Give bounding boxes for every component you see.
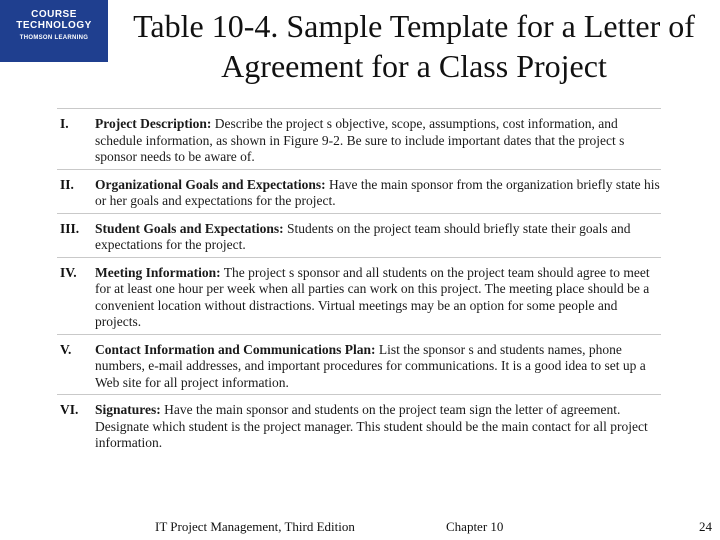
table-row xyxy=(57,169,661,213)
section-heading: Meeting Information: xyxy=(95,264,221,280)
footer-chapter: Chapter 10 xyxy=(446,519,504,534)
section-number: II. xyxy=(60,176,74,192)
section-text: Have the main sponsor from the organization briefly state his or her goals and expectations for the project. xyxy=(95,176,660,208)
footer-book-title: IT Project Management, Third Edition xyxy=(155,519,355,534)
logo-line-2: THOMSON LEARNING xyxy=(19,35,89,41)
table-row xyxy=(57,257,661,334)
table-row xyxy=(57,108,661,169)
section-body xyxy=(95,221,661,254)
table-row xyxy=(57,334,661,395)
section-text: Have the main sponsor and students on the project team sign the letter of agreement. Designate which student is the project manager. This student should be the main contact for all project information. xyxy=(95,402,648,450)
section-body xyxy=(95,402,661,452)
logo-line-1: COURSE TECHNOLOGY xyxy=(16,9,92,31)
section-text: The project s sponsor and all students on the project team should agree to meet for at least one hour per week when all parties can work on this project. The meeting place should be a convenient location without distractions. Virtual meetings may be an option for some people and projects. xyxy=(95,264,650,329)
section-number: VI. xyxy=(60,402,79,417)
section-text: Students on the project team should briefly state their goals and expectations for the project. xyxy=(95,220,631,252)
section-number: IV. xyxy=(60,264,77,280)
section-number: III. xyxy=(60,220,80,236)
section-heading: Contact Information and Communications Plan: xyxy=(95,341,376,357)
section-heading: Signatures: xyxy=(95,402,161,417)
footer-page-number: 24 xyxy=(699,519,712,534)
section-number: I. xyxy=(60,116,69,131)
section-heading: Student Goals and Expectations: xyxy=(95,220,284,236)
section-text: List the sponsor s and students names, phone numbers, e-mail addresses, and important procedures for communications. It is a good idea to set up a Web site for all project information. xyxy=(95,341,646,390)
table-row xyxy=(57,394,661,455)
section-body xyxy=(95,116,661,166)
section-body xyxy=(95,342,661,392)
agreement-template-table xyxy=(57,108,661,455)
slide-title: Table 10-4. Sample Template for a Letter of Agreement for a Class Project xyxy=(133,8,695,84)
table-row xyxy=(57,213,661,257)
section-heading: Project Description: xyxy=(95,116,212,131)
section-body xyxy=(95,177,661,210)
section-number: V. xyxy=(60,341,72,357)
course-technology-logo xyxy=(0,0,108,62)
section-text: Describe the project s objective, scope, assumptions, cost information, and schedule information, as shown in Figure 9-2. Be sure to include important dates that the project s sponsor needs to be aware of. xyxy=(95,116,625,164)
section-heading: Organizational Goals and Expectations: xyxy=(95,176,326,192)
section-body xyxy=(95,265,661,331)
